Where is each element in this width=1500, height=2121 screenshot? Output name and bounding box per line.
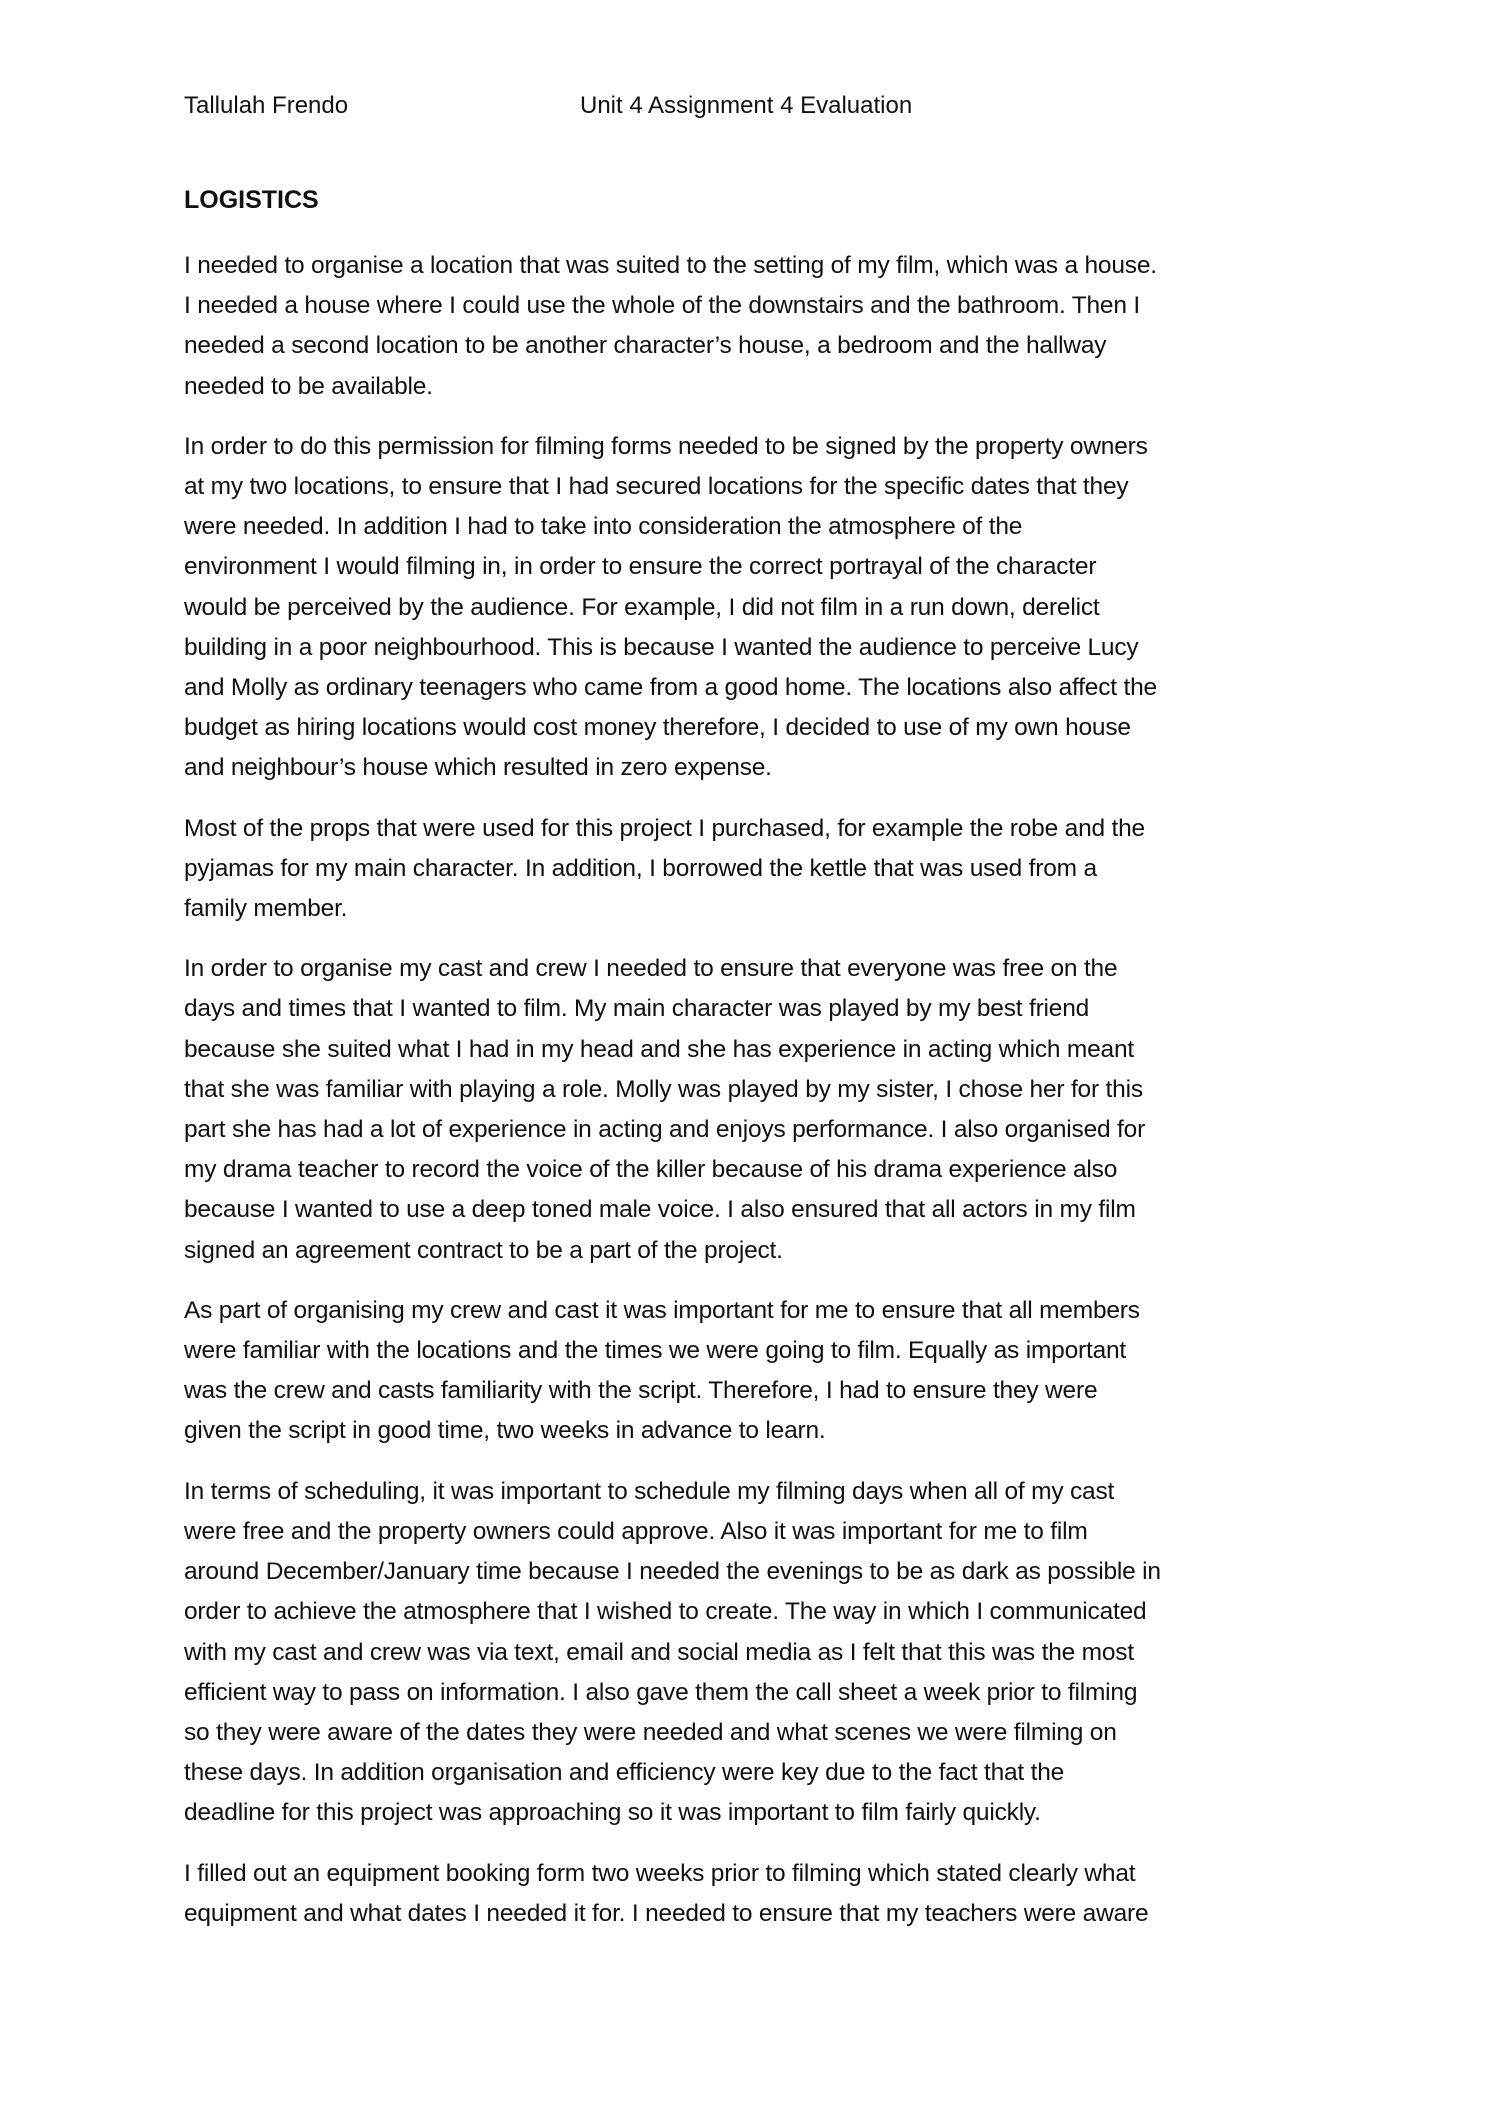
paragraph — [184, 1291, 1334, 1452]
text-line: Most of the props that were used for this project I purchased, for example the robe and the — [184, 814, 1145, 842]
text-line: I needed to organise a location that was suited to the setting of my film, which was a house. — [184, 252, 1157, 279]
text-line: were familiar with the locations and the times we were going to film. Equally as important — [184, 1337, 1127, 1365]
text-line: were needed. In addition I had to take into consideration the atmosphere of the — [184, 513, 1023, 541]
paragraph — [184, 1854, 1334, 1934]
document-title: Unit 4 Assignment 4 Evaluation — [580, 92, 913, 119]
text-line: days and times that I wanted to film. My main character was played by my best friend — [184, 995, 1090, 1023]
text-line: In order to organise my cast and crew I needed to ensure that everyone was free on the — [184, 955, 1118, 983]
text-line: so they were aware of the dates they were needed and what scenes we were filming on — [184, 1718, 1117, 1746]
document-body — [184, 246, 1334, 1954]
text-line: were free and the property owners could approve. Also it was important for me to film — [184, 1517, 1088, 1545]
text-line: I needed a house where I could use the whole of the downstairs and the bathroom. Then I — [184, 292, 1140, 320]
text-line: budget as hiring locations would cost money therefore, I decided to use of my own house — [184, 714, 1131, 742]
paragraph — [184, 809, 1334, 930]
text-line: building in a poor neighbourhood. This is because I wanted the audience to perceive Lucy — [184, 633, 1139, 661]
text-line: around December/January time because I needed the evenings to be as dark as possible in — [184, 1558, 1161, 1586]
text-line: deadline for this project was approaching so it was important to film fairly quickly. — [184, 1799, 1041, 1827]
text-line: needed to be available. — [184, 372, 433, 400]
text-line: equipment and what dates I needed it for. I needed to ensure that my teachers were aware — [184, 1899, 1149, 1927]
text-line: and neighbour’s house which resulted in zero expense. — [184, 754, 772, 782]
text-line: environment I would filming in, in order to ensure the correct portrayal of the character — [184, 553, 1097, 581]
text-line: and Molly as ordinary teenagers who came from a good home. The locations also affect the — [184, 674, 1157, 702]
text-line: given the script in good time, two weeks in advance to learn. — [184, 1417, 826, 1445]
text-line: would be perceived by the audience. For example, I did not film in a run down, derelict — [184, 593, 1100, 621]
text-line: with my cast and crew was via text, email and social media as I felt that this was the most — [184, 1638, 1134, 1666]
text-line: I filled out an equipment booking form two weeks prior to filming which stated clearly what — [184, 1859, 1136, 1887]
text-line: was the crew and casts familiarity with the script. Therefore, I had to ensure they were — [184, 1377, 1098, 1405]
section-heading: LOGISTICS — [184, 186, 319, 214]
paragraph — [184, 246, 1334, 407]
text-line: order to achieve the atmosphere that I wished to create. The way in which I communicated — [184, 1598, 1147, 1626]
text-line: pyjamas for my main character. In addition, I borrowed the kettle that was used from a — [184, 854, 1097, 882]
text-line: needed a second location to be another character’s house, a bedroom and the hallway — [184, 332, 1107, 360]
text-line: family member. — [184, 895, 348, 923]
text-line: part she has had a lot of experience in acting and enjoys performance. I also organised for — [184, 1116, 1146, 1144]
text-line: efficient way to pass on information. I also gave them the call sheet a week prior to filming — [184, 1678, 1138, 1706]
text-line: As part of organising my crew and cast it was important for me to ensure that all members — [184, 1296, 1140, 1324]
text-line: because she suited what I had in my head and she has experience in acting which meant — [184, 1035, 1134, 1063]
text-line: In order to do this permission for filming forms needed to be signed by the property owners — [184, 432, 1148, 460]
text-line: at my two locations, to ensure that I had secured locations for the specific dates that they — [184, 473, 1129, 501]
text-line: that she was familiar with playing a role. Molly was played by my sister, I chose her for this — [184, 1075, 1143, 1103]
text-line: because I wanted to use a deep toned male voice. I also ensured that all actors in my film — [184, 1196, 1136, 1224]
text-line: signed an agreement contract to be a part of the project. — [184, 1236, 783, 1264]
paragraph — [184, 1472, 1334, 1834]
paragraph — [184, 949, 1334, 1271]
document-author: Tallulah Frendo — [184, 92, 349, 119]
text-line: these days. In addition organisation and efficiency were key due to the fact that the — [184, 1759, 1065, 1787]
text-line: my drama teacher to record the voice of the killer because of his drama experience also — [184, 1156, 1118, 1184]
text-line: In terms of scheduling, it was important to schedule my filming days when all of my cast — [184, 1477, 1115, 1505]
paragraph — [184, 427, 1334, 789]
